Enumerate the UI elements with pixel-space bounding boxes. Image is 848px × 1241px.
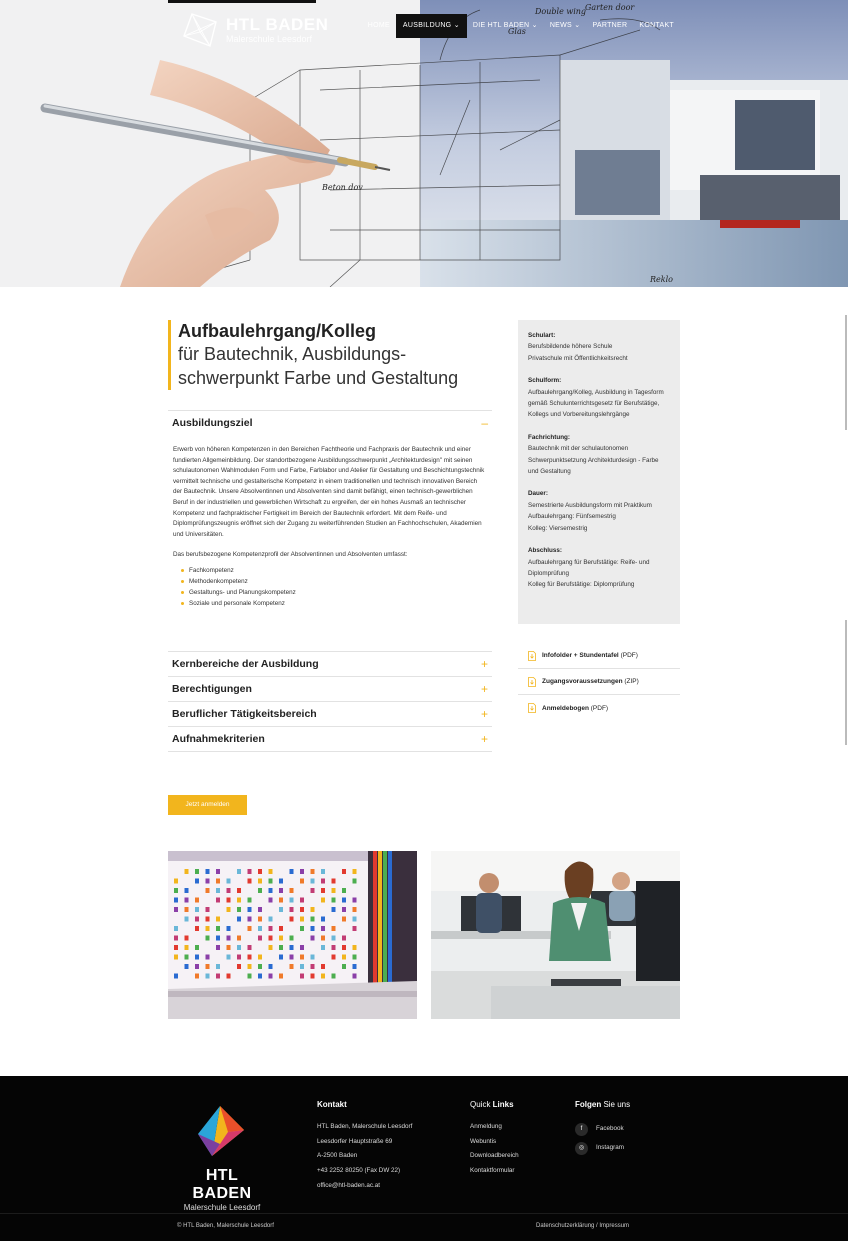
page-title-block (168, 320, 492, 390)
scrollbar-thumb[interactable] (845, 315, 847, 430)
info-group (528, 375, 670, 421)
color-chip (290, 917, 294, 922)
school-info-box (518, 320, 680, 624)
logo-icon (180, 10, 220, 50)
color-chip (185, 955, 189, 960)
color-chip (353, 964, 357, 969)
color-chip (269, 869, 273, 874)
info-label: Fachrichtung: (528, 433, 570, 441)
color-chip (185, 888, 189, 893)
footer-logo[interactable] (176, 1104, 268, 1212)
color-chip (258, 917, 262, 922)
color-chip (353, 898, 357, 903)
color-chip (311, 936, 315, 941)
color-chip (216, 926, 220, 931)
color-chip (185, 869, 189, 874)
color-chip (321, 936, 325, 941)
color-chip (332, 936, 336, 941)
color-chip (216, 964, 220, 969)
color-chip (174, 936, 178, 941)
accordion-paragraph: Das berufsbezogene Kompetenzprofil der Absolventinnen und Absolventen umfasst: (173, 551, 408, 559)
color-chip (353, 926, 357, 931)
info-value: Bautechnik mit der schulautonomen Schwerpunktsetzung Architekturdesign - Farbe und Gestaltung (528, 445, 659, 476)
follow-title-light: Sie uns (601, 1100, 631, 1109)
color-chip (300, 945, 304, 950)
color-chip (174, 945, 178, 950)
expand-icon: + (480, 681, 488, 696)
logo-title: HTL BADEN (226, 14, 329, 34)
color-chip (269, 888, 273, 893)
color-lab-image (168, 851, 417, 1019)
color-chip (300, 898, 304, 903)
color-chip (290, 964, 294, 969)
color-chip (300, 974, 304, 979)
info-group (528, 545, 670, 591)
color-chip (206, 974, 210, 979)
color-chip (248, 907, 252, 912)
color-chip (279, 926, 283, 931)
color-chip (237, 955, 241, 960)
color-chip (269, 898, 273, 903)
color-chip (206, 926, 210, 931)
color-chip (227, 974, 231, 979)
color-chip (216, 917, 220, 922)
color-chip (311, 926, 315, 931)
color-chip (290, 869, 294, 874)
color-chip (195, 907, 199, 912)
site-footer (0, 1076, 848, 1241)
expand-icon: + (480, 656, 488, 671)
accordion-title: Beruflicher Tätigkeitsbereich (172, 707, 317, 720)
color-chip (206, 917, 210, 922)
color-chip (300, 907, 304, 912)
color-chip (269, 936, 273, 941)
nav-home[interactable]: HOME (367, 22, 390, 29)
color-chip (353, 974, 357, 979)
color-chip (174, 907, 178, 912)
color-chip (321, 898, 325, 903)
color-chip (216, 888, 220, 893)
color-chip (258, 955, 262, 960)
color-chip (206, 936, 210, 941)
social-facebook[interactable] (575, 1120, 630, 1139)
computer-lab-image (431, 851, 680, 1019)
accordion-body (168, 435, 492, 623)
accordion-title: Aufnahmekriterien (172, 732, 265, 745)
color-chip (248, 879, 252, 884)
color-chip (248, 974, 252, 979)
color-chip (174, 974, 178, 979)
accordion-kernbereiche[interactable] (168, 651, 492, 676)
color-chip (279, 879, 283, 884)
color-chip (248, 955, 252, 960)
color-chip (342, 898, 346, 903)
color-chip (185, 898, 189, 903)
color-chip (216, 898, 220, 903)
color-chip (237, 936, 241, 941)
color-chip (195, 974, 199, 979)
nav-partner[interactable]: PARTNER (592, 22, 628, 29)
color-chip (237, 964, 241, 969)
download-file-icon (528, 677, 536, 687)
info-value: Kolleg für Berufstätige: Diplomprüfung (528, 581, 635, 589)
download-file-icon (528, 703, 536, 713)
color-chip (300, 964, 304, 969)
footer-quick-links (470, 1098, 519, 1179)
color-chip (269, 945, 273, 950)
collapse-icon: – (481, 416, 488, 430)
color-chip (216, 936, 220, 941)
sketch-note: Double wing (535, 7, 587, 16)
color-chip (332, 879, 336, 884)
info-group (528, 432, 670, 478)
download-type: (PDF) (590, 704, 609, 712)
main-nav (362, 14, 680, 38)
color-chip (227, 936, 231, 941)
color-chip (290, 936, 294, 941)
color-chip (290, 888, 294, 893)
quick-links-title-light: Quick (470, 1100, 493, 1109)
color-chip (353, 945, 357, 950)
social-label: Instagram (596, 1143, 624, 1151)
color-chip (185, 945, 189, 950)
social-instagram[interactable] (575, 1139, 630, 1158)
color-chip (342, 945, 346, 950)
color-chip (311, 974, 315, 979)
accordion-title: Ausbildungsziel (172, 417, 253, 429)
info-group (528, 488, 670, 534)
footer-kontakt-title: Kontakt (317, 1100, 347, 1109)
sketch-note: Reklo (650, 275, 673, 284)
color-chip (216, 869, 220, 874)
nav-die-htl-baden-label: DIE HTL BADEN (472, 22, 530, 29)
accordion-paragraph: Erwerb von höheren Kompetenzen in den Bereichen Fachtheorie und Fachpraxis der Bautechnik und einer fundierten Allgemeinbildung. Der standortbezogene Ausbildungsschwerpunkt „Architekturdesign" mit seinen schulautonomen Wahlmodulen Form und Farbe, Farblabor und Atelier für Gestaltung und Beschichtungstechnik vermittelt technische und gestalterische Kompetenz in einem traditionellen und technisch innovativen Bereich der Bautechnik. Unsere Absolventinnen und Absolventen sind damit befähigt, einen technisch-gewerblichen Beruf in der industriellen und gewerblichen Wirtschaft zu ergreifen, der ein hohes Ausmaß an technischer Kompetenz und fachpraktischer Fertigkeit im Bereich der Bautechnik erfordert. Mit dem Reife- und Diplomprüfungszeugnis eröffnet sich der Zugang zu weiterführenden Studien an Fachhochschulen, Akademien und Universitäten. (173, 446, 485, 538)
color-chip (342, 936, 346, 941)
color-chip (342, 907, 346, 912)
color-chip (353, 907, 357, 912)
main-content (168, 320, 492, 752)
color-chip (185, 917, 189, 922)
color-chip (332, 898, 336, 903)
color-chip (321, 974, 325, 979)
scrollbar-thumb[interactable] (845, 620, 847, 745)
color-chip (206, 907, 210, 912)
color-chip (248, 917, 252, 922)
footer-logo-title: HTL BADEN (192, 1167, 252, 1202)
facebook-icon: f (575, 1123, 588, 1136)
info-label: Schulart: (528, 332, 556, 339)
color-chip (321, 917, 325, 922)
quick-links-title-bold: Links (492, 1100, 514, 1109)
color-chip (269, 964, 273, 969)
color-chip (185, 964, 189, 969)
color-chip (195, 917, 199, 922)
color-chip (206, 955, 210, 960)
color-chip (227, 926, 231, 931)
color-chip (300, 917, 304, 922)
download-name: Anmeldebogen (542, 704, 589, 712)
color-chip (290, 945, 294, 950)
color-chip (195, 926, 199, 931)
color-chip (279, 907, 283, 912)
color-chip (321, 926, 325, 931)
nav-die-htl-baden[interactable] (467, 15, 544, 37)
color-chip (174, 898, 178, 903)
info-value: Aufbaulehrgang für Berufstätige: Reife- und Diplomprüfung (528, 558, 650, 577)
footer-link[interactable]: Downloadbereich (470, 1152, 519, 1160)
page-subtitle-line2: schwerpunkt Farbe und Gestaltung (178, 368, 459, 388)
color-chip (258, 926, 262, 931)
download-anmeldebogen[interactable] (518, 695, 680, 721)
site-logo[interactable] (180, 10, 328, 50)
info-value: Berufsbildende höhere Schule (528, 343, 613, 351)
color-chip (258, 974, 262, 979)
color-chip (332, 945, 336, 950)
color-chip (342, 964, 346, 969)
list-item: Soziale und personale Kompetenz (181, 598, 487, 609)
color-chip (185, 907, 189, 912)
accordion-title: Berechtigungen (172, 682, 252, 695)
color-chip (279, 888, 283, 893)
color-chip (258, 936, 262, 941)
color-chip (237, 869, 241, 874)
color-chip (185, 936, 189, 941)
page-title: Aufbaulehrgang/Kolleg (178, 321, 376, 341)
color-chip (290, 907, 294, 912)
color-chip (237, 888, 241, 893)
color-chip (258, 879, 262, 884)
color-chip (269, 879, 273, 884)
color-chip (311, 907, 315, 912)
color-chip (258, 888, 262, 893)
color-chip (227, 945, 231, 950)
competence-list (173, 565, 487, 609)
list-item: Methodenkompetenz (181, 576, 487, 587)
color-chip (206, 869, 210, 874)
sketch-note: Beton dov (322, 183, 363, 192)
color-chip (321, 964, 325, 969)
color-chip (174, 955, 178, 960)
footer-divider (0, 1213, 848, 1214)
color-chip (353, 879, 357, 884)
color-chip (174, 879, 178, 884)
color-chip (248, 945, 252, 950)
color-chip (311, 888, 315, 893)
info-group (528, 330, 670, 364)
follow-title-bold: Folgen (575, 1100, 602, 1109)
contact-line: Leesdorfer Hauptstraße 69 (317, 1137, 393, 1145)
color-chip (279, 955, 283, 960)
footer-logo-subtitle: Malerschule Leesdorf (183, 1203, 261, 1212)
sketch-note: Garten door (585, 3, 635, 12)
footer-link[interactable]: Anmeldung (470, 1122, 502, 1130)
color-chip (332, 974, 336, 979)
color-chip (227, 888, 231, 893)
download-type: (ZIP) (624, 678, 639, 685)
color-chip (227, 898, 231, 903)
color-chip (290, 955, 294, 960)
nav-ausbildung-label: AUSBILDUNG (402, 22, 452, 29)
footer-copyright: © HTL Baden, Malerschule Leesdorf (177, 1223, 274, 1229)
color-chip (216, 945, 220, 950)
accordion-list (168, 651, 492, 752)
nav-ausbildung[interactable] (396, 14, 467, 38)
color-chip (321, 879, 325, 884)
color-chip (353, 955, 357, 960)
download-file-icon (528, 651, 536, 661)
color-chip (342, 955, 346, 960)
downloads-list (518, 643, 680, 721)
instagram-icon: ◎ (575, 1142, 588, 1155)
color-chip (321, 869, 325, 874)
topbar-accent (168, 0, 316, 3)
color-chip (174, 926, 178, 931)
hero-banner (0, 0, 848, 287)
expand-icon: + (480, 731, 488, 746)
color-chip (216, 974, 220, 979)
color-chip (300, 879, 304, 884)
color-chip (206, 879, 210, 884)
color-chip (332, 926, 336, 931)
color-chip (237, 898, 241, 903)
footer-logo-icon (194, 1104, 250, 1160)
color-chip (311, 917, 315, 922)
color-chip (227, 955, 231, 960)
list-item: Gestaltungs- und Planungskompetenz (181, 587, 487, 598)
download-type: (PDF) (620, 652, 638, 659)
info-value: Aufbaulehrgang/Kolleg, Ausbildung in Tagesform gemäß Schulunterrichtsgesetz für Berufstätige, Kollegs und Vorbereitungslehrgänge (528, 388, 664, 419)
hero-image (0, 0, 848, 287)
color-chip (311, 964, 315, 969)
color-chip (300, 869, 304, 874)
color-chip (195, 869, 199, 874)
accordion-title: Kernbereiche der Ausbildung (172, 657, 319, 670)
color-chip (279, 936, 283, 941)
color-chip (227, 879, 231, 884)
color-chip (332, 888, 336, 893)
color-chip (248, 926, 252, 931)
color-chip (300, 955, 304, 960)
photo-color-lab (168, 851, 417, 1019)
download-infofolder[interactable] (518, 643, 680, 669)
color-chip (206, 964, 210, 969)
download-zugangsvoraussetzungen[interactable] (518, 669, 680, 695)
footer-social (575, 1098, 630, 1158)
color-chip (353, 869, 357, 874)
color-chip (174, 888, 178, 893)
accordion-taetigkeitsbereich[interactable] (168, 701, 492, 726)
color-chip (269, 926, 273, 931)
color-chip (216, 879, 220, 884)
color-chip (248, 898, 252, 903)
contact-email[interactable]: office@htl-baden.ac.at (317, 1181, 380, 1189)
photo-computer-lab (431, 851, 680, 1019)
color-chip (258, 869, 262, 874)
color-chip (195, 945, 199, 950)
expand-icon: + (480, 706, 488, 721)
color-chip (321, 888, 325, 893)
register-button[interactable]: Jetzt anmelden (168, 795, 247, 815)
color-chip (195, 955, 199, 960)
color-chip (269, 917, 273, 922)
color-chip (258, 907, 262, 912)
color-chip (332, 907, 336, 912)
contact-phone[interactable]: +43 2252 80250 (Fax DW 22) (317, 1167, 401, 1175)
chevron-down-icon: ⌄ (574, 22, 581, 29)
color-chip (311, 955, 315, 960)
chevron-down-icon: ⌄ (531, 22, 538, 29)
sketch-note: Glas (508, 27, 526, 36)
info-label: Dauer: (528, 490, 548, 498)
color-chip (248, 964, 252, 969)
nav-news[interactable] (544, 15, 587, 37)
accordion-berechtigungen[interactable] (168, 676, 492, 701)
color-chip (237, 917, 241, 922)
color-chip (195, 964, 199, 969)
list-item: Fachkompetenz (181, 565, 487, 576)
logo-subtitle: Malerschule Leesdorf (226, 33, 313, 44)
footer-link[interactable]: Kontaktformular (470, 1167, 515, 1175)
color-chip (332, 955, 336, 960)
color-chip (227, 907, 231, 912)
color-chip (279, 898, 283, 903)
color-chip (321, 945, 325, 950)
color-chip (279, 945, 283, 950)
footer-legal-links[interactable]: Datenschutzerklärung / Impressum (536, 1223, 630, 1229)
nav-news-label: NEWS (549, 22, 573, 29)
info-value: Semestrierte Ausbildungsform mit Praktikum (528, 501, 652, 509)
color-chip (290, 898, 294, 903)
color-chip (269, 974, 273, 979)
download-name: Zugangsvoraussetzungen (542, 678, 623, 685)
nav-kontakt[interactable]: KONTAKT (639, 22, 674, 29)
social-label: Facebook (596, 1124, 624, 1132)
color-chip (342, 917, 346, 922)
accordion-ausbildungsziel[interactable] (168, 410, 492, 435)
color-chip (195, 898, 199, 903)
info-label: Abschluss: (528, 547, 562, 555)
page-subtitle-line1: für Bautechnik, Ausbildungs- (178, 344, 407, 364)
chevron-down-icon: ⌄ (453, 22, 460, 29)
color-chip (237, 945, 241, 950)
contact-line: A-2500 Baden (317, 1152, 358, 1160)
color-chip (248, 869, 252, 874)
footer-kontakt (317, 1098, 412, 1194)
color-chip (342, 888, 346, 893)
color-chip (195, 879, 199, 884)
color-chip (279, 974, 283, 979)
download-name: Infofolder + Stundentafel (542, 652, 619, 659)
color-chip (353, 917, 357, 922)
color-chip (258, 964, 262, 969)
contact-line: HTL Baden, Malerschule Leesdorf (317, 1122, 413, 1130)
footer-link[interactable]: Webuntis (470, 1137, 497, 1145)
color-chip (342, 869, 346, 874)
color-chip (311, 869, 315, 874)
accordion-aufnahmekriterien[interactable] (168, 726, 492, 751)
info-value: Aufbaulehrgang: Fünfsemestrig (528, 513, 616, 521)
info-value: Privatschule mit Öffentlichkeitsrecht (528, 354, 628, 362)
color-chip (300, 926, 304, 931)
info-label: Schulform: (528, 377, 562, 385)
color-chip (206, 888, 210, 893)
color-chip (311, 879, 315, 884)
info-value: Kolleg: Viersemestrig (528, 524, 588, 532)
color-chip (237, 907, 241, 912)
